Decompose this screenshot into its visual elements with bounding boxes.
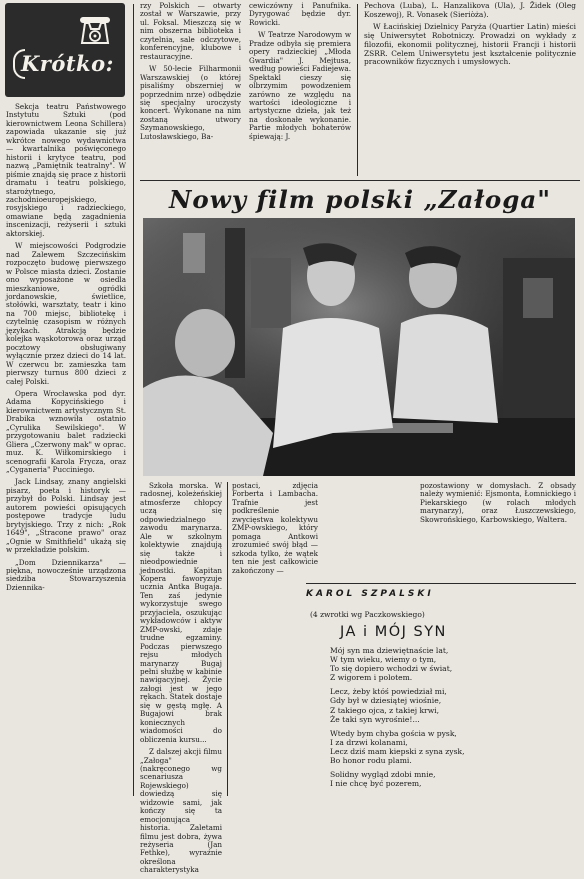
paragraph: Sekcja teatru Państwowego Instytutu Sztuki (pod kierownictwem Leona Schillera) zapowiada ukazanie się już wkrótce nowego wydawnictwa — kwartalnika poświęconego historii i krytyce teatru, pod nazwą „Pamiętnik teatralny". W piśmie znajdą się prace z historii dramatu i teatru polskiego, starożytnego, zachodnioeuropejskiego, rosyjskiego i radzieckiego, omawiane będą zagadnienia inscenizacji, reżyserii i sztuki aktorskiej.: [6, 102, 126, 238]
film-headline: Nowy film polski „Załoga": [169, 185, 551, 214]
poem-line: Lecz, żeby któś powiedział mi,: [330, 687, 447, 697]
poem-line: Solidny wygląd zdobi mnie,: [330, 770, 436, 780]
poem-line: Że taki syn wyrośnie!...: [330, 714, 420, 724]
column-rule: [133, 4, 134, 796]
poem-body: [330, 646, 580, 793]
paragraph: cewiczówny i Panufnika. Dyrygować będzie dyr. Rowicki.: [249, 1, 351, 27]
krotko-badge: [5, 3, 125, 97]
poem-author: KAROL SZPALSKI: [306, 589, 434, 599]
section-rule: [140, 180, 580, 181]
poem-stanza: [330, 729, 580, 765]
film-column-2: [232, 482, 318, 579]
paragraph: Szkoła morska. W radosnej, koleżeńskiej atmosferze chłopcy uczą się odpowiedzialnego zawodu marynarza. Ale w szkolnym kolektywie znajdują się także i nieodpowiednie jednostki. Kapitan Kopera faworyzuje ucznia Antka Bugaja. Ten zaś jedynie wykorzystuje swego przyjaciela, oszukując wykładowców i aktyw ZMP-owski, zdaje trudne egzaminy. Podczas pierwszego rejsu młodych marynarzy Bugaj pełni służbę w kabinie nawigacyjnej. Życie załogi jest w jego rękach. Statek dostaje się w gęstą mgłę. A Bugajowi brak koniecznych wiadomości do obliczenia kursu...: [140, 481, 222, 744]
paragraph: „Dom Dziennikarza" — piękna, nowocześnie urządzona siedziba Stowarzyszenia Dziennika-: [6, 557, 126, 592]
paragraph: Jack Lindsay, znany angielski pisarz, poeta i historyk — przybył do Polski. Lindsay jest autorem powieści opisujących postępowe tradycje ludu brytyjskiego. Trzy z nich: „Rok 1649", „Stracone prawo" oraz „Ognie w Smithfield" ukażą się w przekładzie polskim.: [6, 477, 126, 555]
paragraph: postaci, zdjęcia Forberta i Lambacha. Trafnie jest podkreślenie zwycięstwa kolektywu ZMP-owskiego, który pomaga Antkowi zrozumieć swój błąd — szkoda tylko, że wątek ten nie jest całkowicie zakończony —: [232, 481, 318, 575]
section-rule: [306, 583, 576, 584]
film-column-1: [140, 482, 222, 879]
paragraph: W Łacińskiej Dzielnicy Paryża (Quartier Latin) mieści się Uniwersytet Robotniczy. Prowadzi on wykłady z filozofii, ekonomii politycznej, historii Francji i historii ZSRR. Celem Uniwersytetu jest kształcenie politycznie pracowników fizycznych i umysłowych.: [364, 22, 576, 67]
column-rule: [357, 4, 358, 176]
paragraph: pozostawiony w domysłach. Z obsady należy wymienić: Ejsmonta, Łomnickiego i Piekarskiego (w rolach młodych marynarzy), oraz Łuszczewskiego, Skowrońskiego, Karbowskiego, Waltera.: [420, 481, 576, 524]
poem-line: Mój syn ma dziewiętnaście lat,: [330, 646, 449, 655]
paragraph: Pechova (Luba), L. Hanzalikova (Ula), J. Židek (Oleg Koszewoj), R. Vonasek (Sieriòża).: [364, 1, 576, 19]
poem-line: I nie chcę być pozerem,: [330, 779, 422, 789]
film-still-photo: [143, 218, 575, 476]
column-2: [140, 2, 241, 145]
poem-line: Z takiego ojca, z takiej krwi,: [330, 705, 440, 715]
column-1: [6, 103, 126, 596]
poem-title: JA i MÓJ SYN: [340, 624, 447, 640]
paragraph: rzy Polskich — otwarty został w Warszawie, przy ul. Foksal. Mieszczą się w nim obszerna biblioteka i czytelnia, sale odczytowe, konferencyjne, klubowe i restauracyjne.: [140, 1, 241, 61]
paragraph: Opera Wrocławska pod dyr. Adama Kopycińskiego i kierownictwem artystycznym St. Drabika wznowiła ostatnio „Cyrulika Sewilskiego". W przygotowaniu balet radziecki Gliera „Czerwony mak" w oprac. muz. K. Wiłkomirskiego i scenografii Karola Frycza, oraz „Cyganeria" Pucciniego.: [6, 388, 126, 475]
poem-line: W tym wieku, wiemy o tym,: [330, 655, 437, 665]
column-rule: [227, 482, 228, 796]
column-4: [364, 2, 576, 71]
film-column-3: [420, 482, 576, 528]
poem-line: Bo honor rodu plami.: [330, 756, 412, 766]
column-3: [249, 2, 351, 145]
poem-line: Wtedy bym chyba gościa w pysk,: [330, 728, 457, 738]
paragraph: Z dalszej akcji filmu „Załoga" (nakręconego wg scenariusza Rojewskiego) dowiedzą się widzowie sami, jak kończy się ta emocjonująca historia. Zaletami filmu jest dobra, żywa reżyseria (Jan Fethke), wyraźnie określona charakterystyka: [140, 747, 222, 875]
paragraph: W Teatrze Narodowym w Pradze odbyła się premiera opery radzieckiej „Młoda Gwardia" J. Mejtusa, według powieści Fadiejewa. Spektakl cieszy się olbrzymim powodzeniem zarówno ze względu na wartości ideologiczne i artystyczne dzieła, jak też na doskonałe wykonanie. Partie młodych bohaterów śpiewają: J.: [249, 30, 351, 141]
poem-stanza: [330, 770, 580, 788]
paragraph: W 50-lecie Filharmonii Warszawskiej (o której pisaliśmy obszerniej w poprzednim nrze) odbędzie się specjalny uroczysty koncert. Wykonane na nim zostaną utwory Szymanowskiego, Lutosławskiego, Ba-: [140, 64, 241, 141]
poem-line: Gdy był w dziesiątej wiośnie,: [330, 696, 442, 706]
poem-stanza: [330, 646, 580, 682]
poem-subtitle: (4 zwrotki wg Paczkowskiego): [310, 610, 425, 619]
poem-stanza: [330, 687, 580, 723]
poem-line: Z wigorem i polotem.: [330, 673, 413, 683]
paragraph: W miejscowości Podgrodzie nad Zalewem Szczecińskim rozpoczęto budowę pierwszego w Polsce miasta dzieci. Zostanie ono wyposażone w osiedla mieszkaniowe, ogródki jordanowskie, świetlice, stołówki, warsztaty, teatr i kino na 700 miejsc, bibliotekę i czytelnię czasopism w różnych językach. Atrakcją będzie kolejka wąskotorowa oraz urząd pocztowy obsługiwany wyłącznie przez dzieci do 14 lat. W czerwcu br. zamieszka tam pierwszy turnus 800 dzieci z całej Polski.: [6, 241, 126, 386]
telephone-icon: [77, 15, 113, 47]
poem-line: To się dopiero wchodzi w świat,: [330, 664, 453, 674]
poem-line: Lecz dziś mam kiepski z syna zysk,: [330, 746, 465, 756]
poem-line: I za drzwi kolanami,: [330, 737, 408, 747]
badge-title: Krótko:: [21, 51, 114, 76]
